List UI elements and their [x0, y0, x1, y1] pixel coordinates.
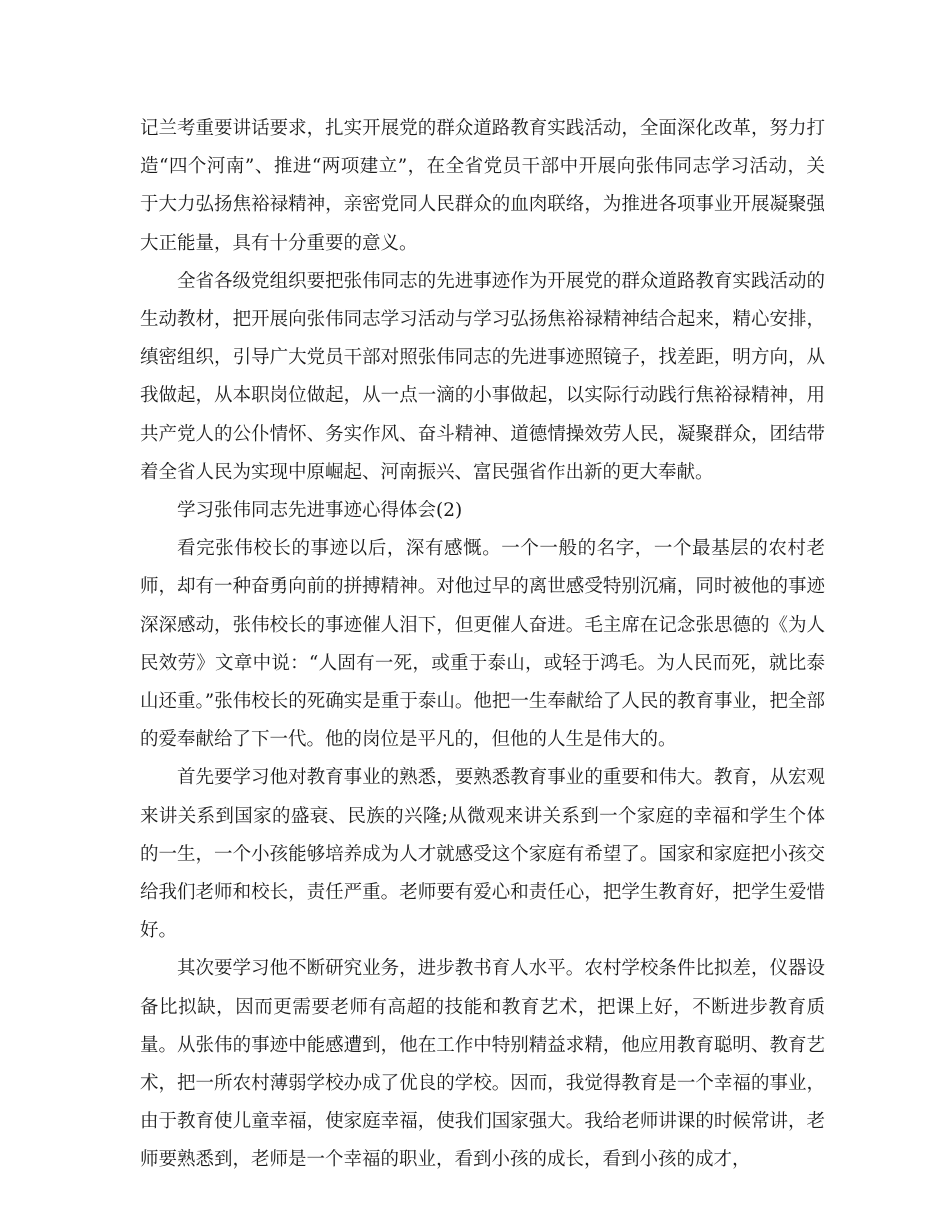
paragraph-continued: 记兰考重要讲话要求，扎实开展党的群众道路教育实践活动，全面深化改革，努力打造“四个河南”、推进“两项建立”，在全省党员干部中开展向张伟同志学习活动，关于大力弘扬焦裕禄精神，亲密党同人民群众的血肉联络，为推进各项事业开展凝聚强大正能量，具有十分重要的意义。 [140, 118, 825, 254]
paragraph: 首先要学习他对教育事业的熟悉，要熟悉教育事业的重要和伟大。教育，从宏观来讲关系到国家的盛衰、民族的兴隆;从微观来讲关系到一个家庭的幸福和学生个体的一生，一个小孩能够培养成为人才就感受这个家庭有希望了。国家和家庭把小孩交给我们老师和校长，责任严重。老师要有爱心和责任心，把学生教育好，把学生爱惜好。 [140, 767, 825, 942]
paragraph: 全省各级党组织要把张伟同志的先进事迹作为开展党的群众道路教育实践活动的生动教材，把开展向张伟同志学习活动与学习弘扬焦裕禄精神结合起来，精心安排，缜密组织，引导广大党员干部对照张伟同志的先进事迹照镜子，找差距，明方向，从我做起，从本职岗位做起，从一点一滴的小事做起，以实际行动践行焦裕禄精神，用共产党人的公仆情怀、务实作风、奋斗精神、道德情操效劳人民，凝聚群众，团结带着全省人民为实现中原崛起、河南振兴、富民强省作出新的更大奉献。 [140, 270, 825, 483]
paragraph: 其次要学习他不断研究业务，进步教书育人水平。农村学校条件比拟差，仪器设备比拟缺，因而更需要老师有高超的技能和教育艺术，把课上好，不断进步教育质量。从张伟的事迹中能感遭到，他在工作中特别精益求精，他应用教育聪明、教育艺术，把一所农村薄弱学校办成了优良的学校。因而，我觉得教育是一个幸福的事业，由于教育使儿童幸福，使家庭幸福，使我们国家强大。我给老师讲课的时候常讲，老师要熟悉到，老师是一个幸福的职业，看到小孩的成长，看到小孩的成才， [140, 958, 825, 1171]
document-body [140, 110, 825, 1180]
section-heading: 学习张伟同志先进事迹心得体会(2) [177, 500, 463, 522]
paragraph: 看完张伟校长的事迹以后，深有感慨。一个一般的名字，一个最基层的农村老师，却有一种奋勇向前的拼搏精神。对他过早的离世感受特别沉痛，同时被他的事迹深深感动，张伟校长的事迹催人泪下，但更催人奋进。毛主席在记念张思德的《为人民效劳》文章中说：“人固有一死，或重于泰山，或轻于鸿毛。为人民而死，就比泰山还重。”张伟校长的死确实是重于泰山。他把一生奉献给了人民的教育事业，把全部的爱奉献给了下一代。他的岗位是平凡的，但他的人生是伟大的。 [140, 538, 825, 751]
